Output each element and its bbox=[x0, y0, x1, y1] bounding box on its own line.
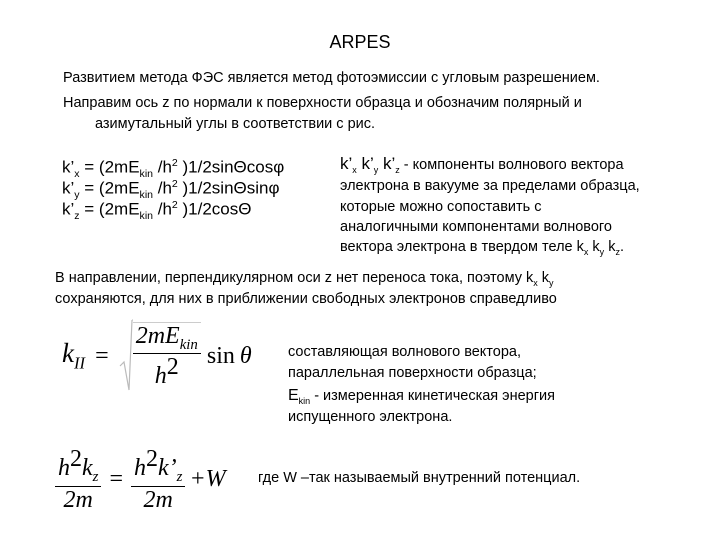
para2-line-1: В направлении, перпендикулярном оси z нет переноса тока, поэтому $k_x$ $k_y$ bbox=[55, 270, 554, 288]
components-line-3: аналогичными компонентами волнового bbox=[340, 219, 612, 235]
eq2-desc: где W –так называемый внутренний потенциал. bbox=[258, 470, 581, 486]
eq1-desc-2: параллельная поверхности образца; bbox=[288, 365, 537, 381]
equation-kz-potential: $\frac{h^2k_z}{2m}$ = $\frac{h^2k’_z}{2m}$ +W bbox=[55, 446, 226, 514]
equation-k-parallel: $k_{II}$ = $\frac{2mE_{kin}}{h^2}$ sin θ bbox=[62, 318, 252, 394]
sqrt-sign bbox=[119, 318, 133, 394]
components-line-1: электрона в вакууме за пределами образца, bbox=[340, 178, 640, 194]
para2-line-2: сохраняются, для них в приближении свободных электронов справедливо bbox=[55, 291, 557, 307]
intro-line-3: азимутальный углы в соответствии с рис. bbox=[95, 116, 376, 132]
formula-kx: $k’_x = (2mE_{kin}$ $/h^2$ )1/2sinΘcosφ bbox=[62, 157, 285, 181]
components-lead: $k’_x$ $k’_y$ $k’_z$ - компоненты волнового вектора bbox=[340, 154, 624, 175]
intro-line-2: Направим ось z по нормали к поверхности образца и обозначим полярный и bbox=[63, 95, 582, 111]
components-line-4: вектора электрона в твердом теле $k_x$ $k_y$ $k_z$. bbox=[340, 239, 624, 257]
formula-ky: $k’_y = (2mE_{kin}$ $/h^2$ )1/2sinΘsinφ bbox=[62, 178, 280, 202]
eq1-desc-3: $E_{kin}$ - измеренная кинетическая энергия bbox=[288, 387, 555, 406]
formula-kz: $k’_z = (2mE_{kin}$ $/h^2$ )1/2cosΘ bbox=[62, 199, 252, 223]
eq1-desc-1: составляющая волнового вектора, bbox=[288, 344, 521, 360]
slide-title: ARPES bbox=[329, 32, 391, 52]
eq1-desc-4: испущенного электрона. bbox=[288, 409, 453, 425]
components-line-2: которые можно сопоставить с bbox=[340, 199, 542, 215]
intro-line-1: Развитием метода ФЭС является метод фотоэмиссии с угловым разрешением. bbox=[63, 70, 600, 86]
